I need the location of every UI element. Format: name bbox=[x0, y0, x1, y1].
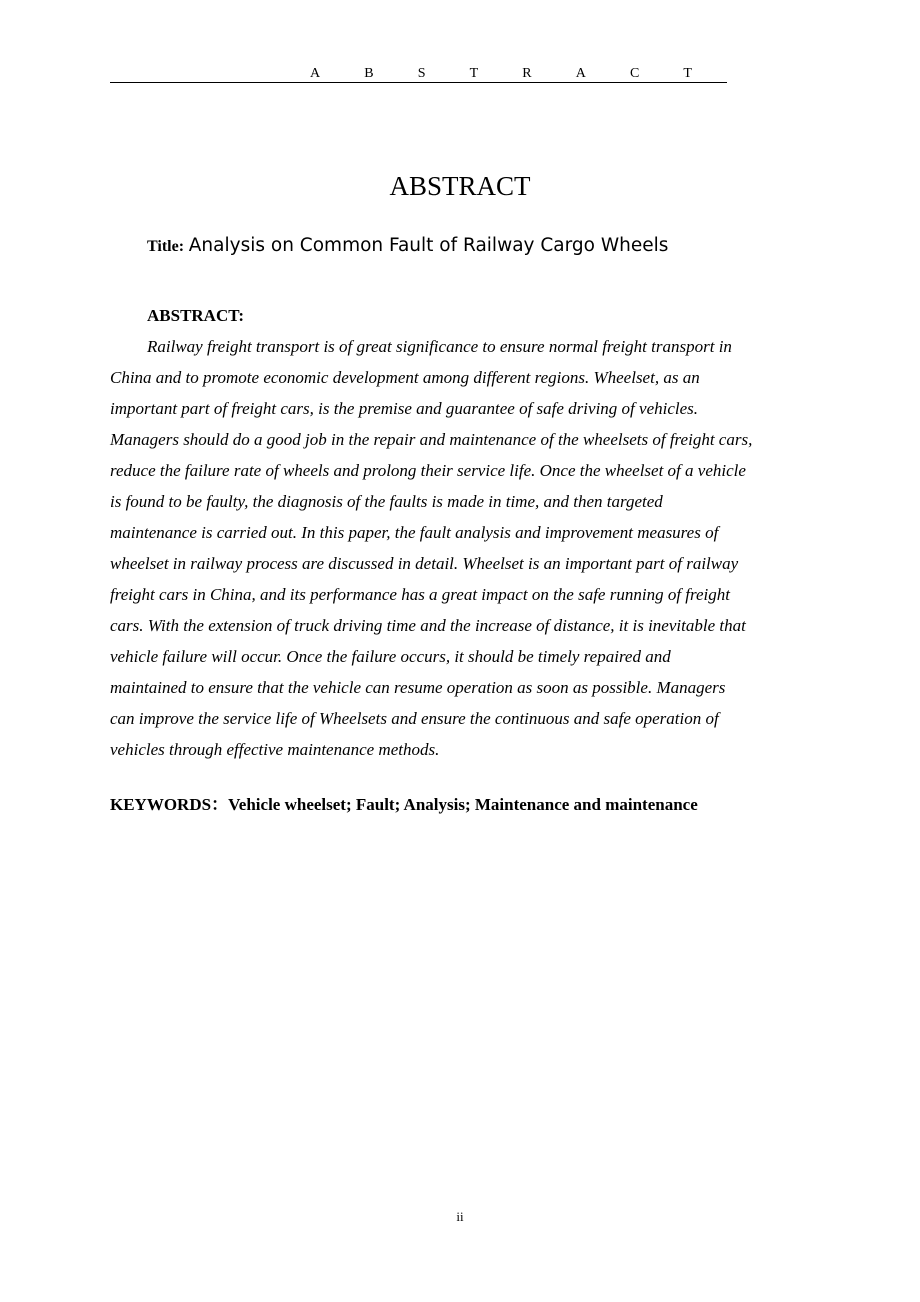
keywords-text: Vehicle wheelset; Fault; Analysis; Maintenance and maintenance bbox=[228, 795, 698, 814]
header-letter: A bbox=[310, 66, 321, 81]
page-title: ABSTRACT bbox=[389, 171, 531, 201]
header-letter: S bbox=[417, 66, 426, 81]
title-text: Analysis on Common Fault of Railway Cargo Wheels bbox=[188, 235, 669, 256]
header-letter: T bbox=[683, 66, 692, 81]
header-letter: A bbox=[575, 66, 586, 81]
abstract-label: ABSTRACT: bbox=[147, 306, 244, 325]
page-number: ii bbox=[456, 1209, 464, 1224]
header-letter: C bbox=[629, 66, 640, 81]
abstract-line: freight cars in China, and its performance has a great impact on the safe running of freight bbox=[110, 585, 730, 604]
abstract-line: important part of freight cars, is the premise and guarantee of safe driving of vehicles. bbox=[110, 399, 699, 418]
abstract-body bbox=[110, 331, 820, 765]
abstract-line: maintenance is carried out. In this paper, the fault analysis and improvement measures of bbox=[110, 523, 719, 542]
abstract-line: vehicle failure will occur. Once the failure occurs, it should be timely repaired and bbox=[110, 647, 671, 666]
keywords-line bbox=[110, 793, 830, 817]
running-header bbox=[110, 66, 727, 83]
abstract-line: vehicles through effective maintenance methods. bbox=[110, 740, 440, 759]
keywords-label: KEYWORDS： bbox=[110, 795, 229, 814]
title-label: Title: bbox=[147, 238, 185, 255]
abstract-line: Railway freight transport is of great significance to ensure normal freight transport in bbox=[147, 337, 732, 356]
abstract-line: reduce the failure rate of wheels and prolong their service life. Once the wheelset of a vehicle bbox=[110, 461, 746, 480]
abstract-line: Managers should do a good job in the repair and maintenance of the wheelsets of freight cars, bbox=[110, 430, 753, 449]
abstract-line: maintained to ensure that the vehicle can resume operation as soon as possible. Managers bbox=[110, 678, 726, 697]
header-letter: B bbox=[364, 66, 374, 81]
abstract-line: wheelset in railway process are discussed in detail. Wheelset is an important part of railway bbox=[110, 554, 739, 573]
header-letter: T bbox=[469, 66, 479, 81]
abstract-line: China and to promote economic development among different regions. Wheelset, as an bbox=[110, 368, 700, 387]
document-title-line bbox=[147, 232, 847, 261]
running-header-letters bbox=[310, 66, 692, 82]
header-letter: R bbox=[522, 66, 532, 81]
abstract-line: is found to be faulty, the diagnosis of the faults is made in time, and then targeted bbox=[110, 492, 663, 511]
abstract-line: cars. With the extension of truck driving time and the increase of distance, it is inevitable that bbox=[110, 616, 746, 635]
abstract-line: can improve the service life of Wheelsets and ensure the continuous and safe operation of bbox=[110, 709, 719, 728]
